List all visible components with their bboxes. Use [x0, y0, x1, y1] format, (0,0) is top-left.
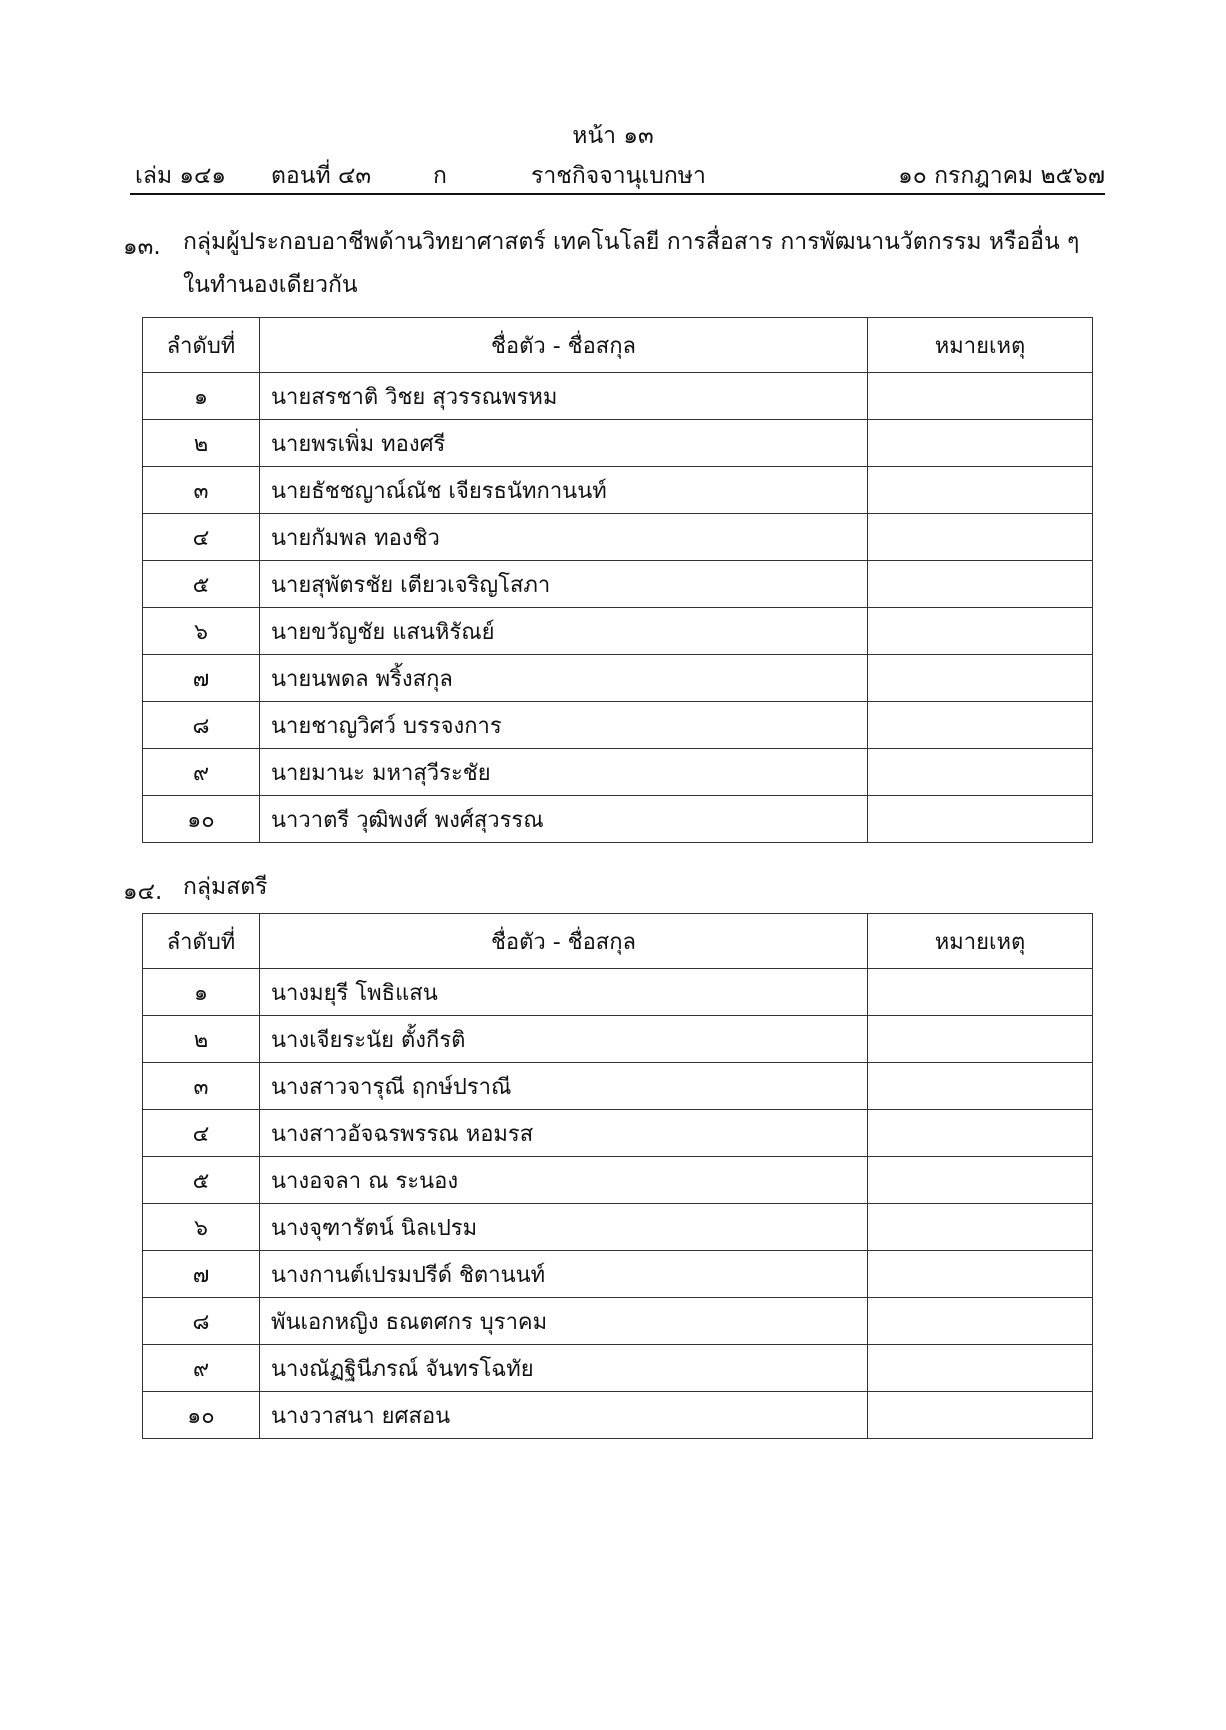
- group-number: ๑๔.: [123, 879, 163, 905]
- row-name: นางมยุรี โพธิแสน: [260, 969, 868, 1016]
- row-note: [868, 420, 1093, 467]
- row-name: นางกานต์เปรมปรีด์ ชิตานนท์: [260, 1251, 868, 1298]
- column-header-note: หมายเหตุ: [868, 318, 1093, 373]
- row-note: [868, 514, 1093, 561]
- header-rule: [130, 193, 1105, 195]
- row-note: [868, 561, 1093, 608]
- volume-label: เล่ม ๑๔๑: [135, 163, 227, 189]
- column-header-name: ชื่อตัว - ชื่อสกุล: [260, 318, 868, 373]
- table-row: [143, 1110, 1093, 1157]
- row-note: [868, 1110, 1093, 1157]
- row-note: [868, 467, 1093, 514]
- row-name: นายนพดล พริ้งสกุล: [260, 655, 868, 702]
- row-name: นางณัฏฐินีภรณ์ จันทรโฉทัย: [260, 1345, 868, 1392]
- row-name: นายสรชาติ วิชย สุวรรณพรหม: [260, 373, 868, 420]
- row-seq: ๒: [143, 1016, 260, 1063]
- row-note: [868, 1251, 1093, 1298]
- publication-name: ราชกิจจานุเบกษา: [531, 163, 706, 189]
- row-name: นางเจียระนัย ตั้งกีรติ: [260, 1016, 868, 1063]
- table-row: [143, 1204, 1093, 1251]
- row-seq: ๖: [143, 608, 260, 655]
- table-row: [143, 749, 1093, 796]
- section-label: ก: [433, 163, 447, 189]
- row-seq: ๘: [143, 702, 260, 749]
- row-seq: ๓: [143, 1063, 260, 1110]
- table-row: [143, 1063, 1093, 1110]
- table-row: [143, 1345, 1093, 1392]
- group-number: ๑๓.: [123, 234, 161, 260]
- row-seq: ๑๐: [143, 796, 260, 843]
- row-name: นาวาตรี วุฒิพงศ์ พงศ์สุวรรณ: [260, 796, 868, 843]
- row-note: [868, 1298, 1093, 1345]
- row-seq: ๑๐: [143, 1392, 260, 1439]
- table-row: [143, 1298, 1093, 1345]
- table-row: [143, 561, 1093, 608]
- column-header-note: หมายเหตุ: [868, 914, 1093, 969]
- row-seq: ๔: [143, 514, 260, 561]
- group-table: [142, 913, 1093, 1439]
- table-header-row: [143, 914, 1093, 969]
- row-name: นางสาวจารุณี ฤกษ์ปราณี: [260, 1063, 868, 1110]
- row-name: พันเอกหญิง ธณตศกร บุราคม: [260, 1298, 868, 1345]
- table-row: [143, 1251, 1093, 1298]
- column-header-seq: ลำดับที่: [143, 318, 260, 373]
- table-row: [143, 655, 1093, 702]
- table-row: [143, 514, 1093, 561]
- row-seq: ๒: [143, 420, 260, 467]
- publication-date: ๑๐ กรกฎาคม ๒๕๖๗: [898, 163, 1105, 189]
- page-number: หน้า ๑๓: [572, 123, 654, 149]
- table-row: [143, 969, 1093, 1016]
- row-seq: ๗: [143, 1251, 260, 1298]
- row-seq: ๓: [143, 467, 260, 514]
- row-note: [868, 655, 1093, 702]
- row-name: นางวาสนา ยศสอน: [260, 1392, 868, 1439]
- table-row: [143, 608, 1093, 655]
- row-note: [868, 1016, 1093, 1063]
- row-note: [868, 969, 1093, 1016]
- row-seq: ๔: [143, 1110, 260, 1157]
- column-header-name: ชื่อตัว - ชื่อสกุล: [260, 914, 868, 969]
- row-seq: ๘: [143, 1298, 260, 1345]
- row-name: นางอจลา ณ ระนอง: [260, 1157, 868, 1204]
- row-note: [868, 1063, 1093, 1110]
- row-name: นายพรเพิ่ม ทองศรี: [260, 420, 868, 467]
- row-name: นายกัมพล ทองชิว: [260, 514, 868, 561]
- table-row: [143, 1016, 1093, 1063]
- row-seq: ๕: [143, 1157, 260, 1204]
- row-name: นางสาวอัจฉรพรรณ หอมรส: [260, 1110, 868, 1157]
- row-seq: ๕: [143, 561, 260, 608]
- table-row: [143, 1157, 1093, 1204]
- row-note: [868, 608, 1093, 655]
- column-header-seq: ลำดับที่: [143, 914, 260, 969]
- row-seq: ๙: [143, 749, 260, 796]
- issue-label: ตอนที่ ๔๓: [271, 163, 372, 189]
- row-note: [868, 1204, 1093, 1251]
- row-name: นายธัชชญาณ์ณัช เจียรธนัทกานนท์: [260, 467, 868, 514]
- table-row: [143, 420, 1093, 467]
- row-note: [868, 796, 1093, 843]
- table-row: [143, 1392, 1093, 1439]
- row-seq: ๙: [143, 1345, 260, 1392]
- table-row: [143, 796, 1093, 843]
- row-seq: ๑: [143, 969, 260, 1016]
- row-note: [868, 1157, 1093, 1204]
- row-note: [868, 1392, 1093, 1439]
- row-seq: ๖: [143, 1204, 260, 1251]
- table-header-row: [143, 318, 1093, 373]
- row-note: [868, 749, 1093, 796]
- row-name: นายขวัญชัย แสนหิรัณย์: [260, 608, 868, 655]
- row-name: นายชาญวิศว์ บรรจงการ: [260, 702, 868, 749]
- group-table: [142, 317, 1093, 843]
- row-name: นายมานะ มหาสุวีระชัย: [260, 749, 868, 796]
- table-row: [143, 373, 1093, 420]
- row-note: [868, 702, 1093, 749]
- row-name: นายสุพัตรชัย เตียวเจริญโสภา: [260, 561, 868, 608]
- row-seq: ๗: [143, 655, 260, 702]
- table-row: [143, 702, 1093, 749]
- group-title: กลุ่มสตรี: [183, 874, 268, 900]
- group-title: กลุ่มผู้ประกอบอาชีพด้านวิทยาศาสตร์ เทคโนโลยี การสื่อสาร การพัฒนานวัตกรรม หรืออื่น ๆ ในทำนองเดียวกัน: [183, 229, 1080, 298]
- row-seq: ๑: [143, 373, 260, 420]
- row-name: นางจุฑารัตน์ นิลเปรม: [260, 1204, 868, 1251]
- row-note: [868, 373, 1093, 420]
- row-note: [868, 1345, 1093, 1392]
- table-row: [143, 467, 1093, 514]
